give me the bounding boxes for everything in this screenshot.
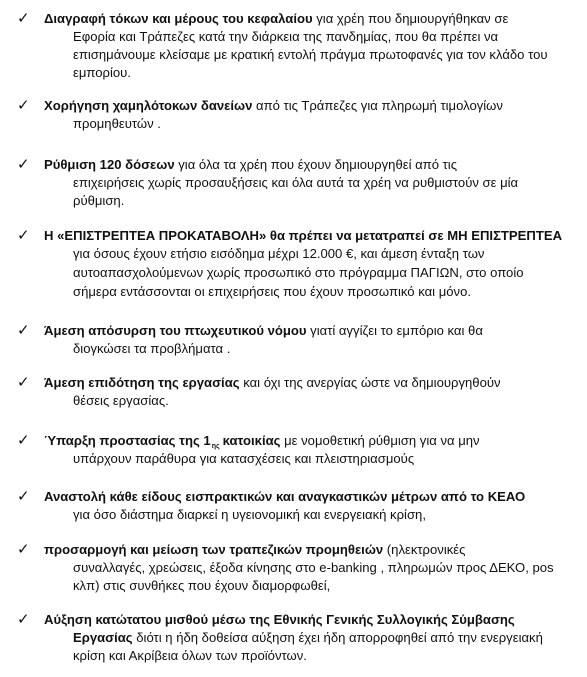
checkmark-icon: ✓ xyxy=(17,610,30,628)
checkmark-icon: ✓ xyxy=(17,540,30,558)
item-line: σήμερα εντάσσονται οι επιχειρήσεις που έχουν προσωπικό και μόνο. xyxy=(73,284,472,299)
item-line: θέσεις εργασίας. xyxy=(73,393,169,408)
item-first-line: Άμεση επιδότηση της εργασίας και όχι της ανεργίας ώστε να δημιουργηθούν xyxy=(44,375,501,390)
checkmark-icon: ✓ xyxy=(17,155,30,173)
item-first-line: Αύξηση κατώτατου μισθού μέσω της Εθνικής Γενικής Συλλογικής Σύμβασης xyxy=(44,612,515,627)
item-line: Εφορία και Τράπεζες κατά την διάρκεια της πανδημίας, που θα πρέπει να xyxy=(73,29,499,44)
item-line: κρίση και Ακρίβεια όλων των προϊόντων. xyxy=(73,648,307,663)
item-line: για όσο διάστημα διαρκεί η υγειονομική και ενεργειακή κρίση, xyxy=(73,507,426,522)
item-line: για όσους έχουν ετήσιο εισόδημα μέχρι 12.000 €, και άμεση ένταξη των xyxy=(73,246,485,261)
item-line: εμπορίου. xyxy=(73,65,131,80)
item-line: επιχειρήσεις χωρίς προσαυξήσεις και όλα αυτά τα χρέη να ρυθμιστούν σε μία xyxy=(73,175,519,190)
item-first-line: Ρύθμιση 120 δόσεων για όλα τα χρέη που έχουν δημιουργηθεί από τις xyxy=(44,157,458,172)
item-first-line: προσαρμογή και μείωση των τραπεζικών προμηθειών (ηλεκτρονικές xyxy=(44,542,466,557)
checkmark-icon: ✓ xyxy=(17,431,30,449)
checkmark-icon: ✓ xyxy=(17,373,30,391)
checkmark-icon: ✓ xyxy=(17,96,30,114)
item-line: Εργασίας διότι η ήδη δοθείσα αύξηση έχει ήδη απορροφηθεί από την ενεργειακή xyxy=(73,630,543,645)
item-line: συναλλαγές, χρεώσεις, έξοδα κίνησης στο e-banking , πληρωμών προς ΔΕΚΟ, pos xyxy=(73,560,554,575)
item-line: επισημάνουμε κλείσαμε με κρατική εντολή πράγμα πρωτοφανές για τον κλάδο του xyxy=(73,47,548,62)
item-first-line: Διαγραφή τόκων και μέρους του κεφαλαίου για χρέη που δημιουργήθηκαν σε xyxy=(44,11,509,26)
item-line: υπάρχουν παράθυρα για κατασχέσεις και πλειστηριασμούς xyxy=(73,451,415,466)
item-first-line: Ύπαρξη προστασίας της $1_{\eta\varsigma}$ κατοικίας με νομοθετική ρύθμιση για να μην xyxy=(44,433,480,450)
item-line: διογκώσει τα προβλήματα . xyxy=(73,341,231,356)
item-line: προμηθευτών . xyxy=(73,116,161,131)
item-line: κλπ) στις συνθήκες που έχουν διαμορφωθεί, xyxy=(73,578,331,593)
checkmark-icon: ✓ xyxy=(17,321,30,339)
checkmark-icon: ✓ xyxy=(17,487,30,505)
item-first-line: Χορήγηση χαμηλότοκων δανείων από τις Τράπεζες για πληρωμή τιμολογίων xyxy=(44,98,503,113)
item-first-line: Αναστολή κάθε είδους εισπρακτικών και αναγκαστικών μέτρων από το ΚΕΑΟ xyxy=(44,489,526,504)
checkmark-icon: ✓ xyxy=(17,226,30,244)
item-line: αυτοαπασχολούμενων χωρίς προσωπικό στο πρόγραμμα ΠΑΓΙΩΝ, στο οποίο xyxy=(73,265,524,280)
item-first-line: Άμεση απόσυρση του πτωχευτικού νόμου γιατί αγγίζει το εμπόριο και θα xyxy=(44,323,483,338)
item-line: ρύθμιση. xyxy=(73,193,125,208)
checkmark-icon: ✓ xyxy=(17,9,30,27)
item-first-line: Η «ΕΠΙΣΤΡΕΠΤΕΑ ΠΡΟΚΑΤΑΒΟΛΗ» θα πρέπει να μετατραπεί σε ΜΗ ΕΠΙΣΤΡΕΠΤΕΑ xyxy=(44,228,563,243)
